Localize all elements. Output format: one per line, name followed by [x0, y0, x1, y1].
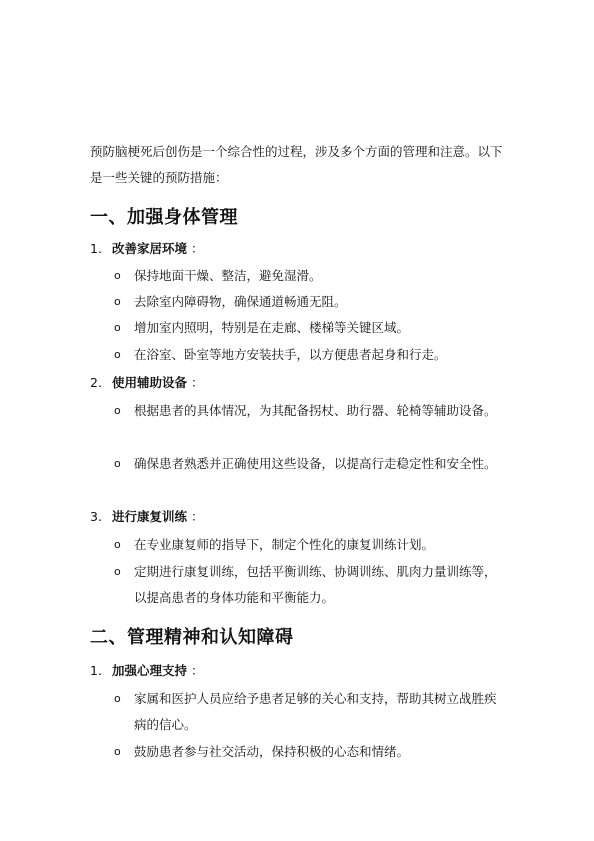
list-item — [90, 238, 204, 260]
section-heading: 二、管理精神和认知障碍 — [90, 627, 294, 648]
item-label: 加强心理支持 — [112, 663, 188, 678]
bullet-icon: o — [114, 565, 121, 578]
bullet-item — [114, 739, 504, 765]
bullet-icon: o — [114, 538, 121, 551]
bullet-icon: o — [114, 745, 121, 758]
bullet-item — [114, 398, 504, 424]
bullet-item — [114, 315, 504, 341]
bullet-text: 在专业康复师的指导下，制定个性化的康复训练计划。 — [134, 537, 435, 552]
item-colon: ： — [187, 663, 204, 678]
bullet-text: 定期进行康复训练，包括平衡训练、协调训练、肌肉力量训练等，以提高患者的身体功能和平衡能力。 — [134, 564, 497, 605]
item-label: 进行康复训练 — [112, 509, 188, 524]
bullet-item — [114, 559, 504, 611]
bullet-icon: o — [114, 404, 121, 417]
intro-paragraph: 预防脑梗死后创伤是一个综合性的过程，涉及多个方面的管理和注意。以下是一些关键的预防措施： — [90, 144, 503, 185]
bullet-icon: o — [114, 457, 121, 470]
bullet-text: 确保患者熟悉并正确使用这些设备，以提高行走稳定性和安全性。 — [134, 456, 497, 471]
list-item — [90, 660, 204, 682]
item-colon: ： — [187, 375, 204, 390]
bullet-icon: o — [114, 692, 121, 705]
list-item — [90, 506, 204, 528]
bullet-text: 在浴室、卧室等地方安装扶手，以方便患者起身和行走。 — [134, 347, 447, 362]
bullet-text: 去除室内障碍物，确保通道畅通无阻。 — [134, 294, 347, 309]
bullet-icon: o — [114, 348, 121, 361]
item-label: 使用辅助设备 — [112, 375, 188, 390]
bullet-item — [114, 289, 504, 315]
item-label: 改善家居环境 — [112, 241, 188, 256]
list-item — [90, 372, 204, 394]
bullet-item — [114, 451, 504, 477]
item-number: 1. — [90, 663, 102, 678]
bullet-text: 保持地面干燥、整洁，避免湿滑。 — [134, 268, 322, 283]
bullet-text: 鼓励患者参与社交活动，保持积极的心态和情绪。 — [134, 744, 410, 759]
item-number: 1. — [90, 241, 102, 256]
bullet-icon: o — [114, 269, 121, 282]
bullet-icon: o — [114, 295, 121, 308]
bullet-text: 根据患者的具体情况，为其配备拐杖、助行器、轮椅等辅助设备。 — [134, 403, 497, 418]
item-number: 3. — [90, 509, 102, 524]
bullet-item — [114, 263, 504, 289]
bullet-text: 增加室内照明，特别是在走廊、楼梯等关键区域。 — [134, 320, 410, 335]
bullet-item — [114, 532, 504, 558]
bullet-text: 家属和医护人员应给予患者足够的关心和支持，帮助其树立战胜疾病的信心。 — [134, 691, 497, 732]
bullet-icon: o — [114, 321, 121, 334]
bullet-item — [114, 342, 504, 368]
item-number: 2. — [90, 375, 102, 390]
section-heading: 一、加强身体管理 — [90, 207, 238, 228]
bullet-item — [114, 686, 504, 738]
item-colon: ： — [187, 509, 204, 524]
item-colon: ： — [187, 241, 204, 256]
